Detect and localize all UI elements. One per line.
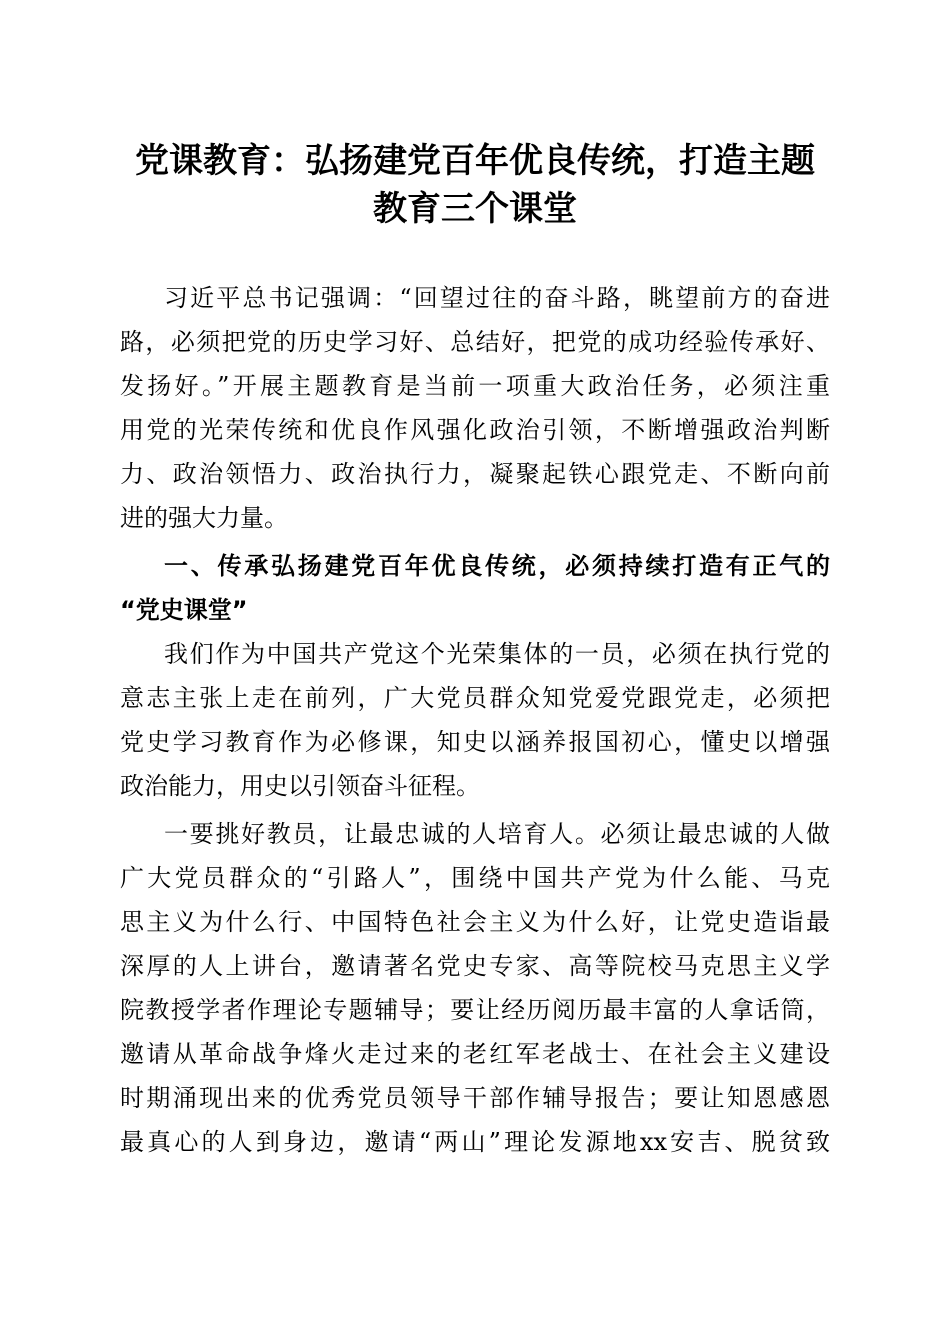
heading-line: “党史课堂” (120, 596, 248, 624)
text-line: 院教授学者作理论专题辅导；要让经历阅历最丰富的人拿话筒， (120, 996, 830, 1024)
text-line: 进的强大力量。 (120, 504, 288, 532)
document-title-line-1: 党课教育：弘扬建党百年优良传统，打造主题 (135, 141, 815, 181)
paragraph-teachers (120, 812, 830, 1164)
text-line: 我们作为中国共产党这个光荣集体的一员，必须在执行党的 (164, 640, 830, 668)
text-line: 力、政治领悟力、政治执行力，凝聚起铁心跟党走、不断向前 (120, 460, 830, 488)
text-line: 广大党员群众的“引路人”，围绕中国共产党为什么能、马克 (120, 864, 830, 892)
text-line: 思主义为什么行、中国特色社会主义为什么好，让党史造诣最 (120, 908, 830, 936)
paragraph-section-1-intro (120, 632, 830, 808)
text-line: 路，必须把党的历史学习好、总结好，把党的成功经验传承好、 (120, 328, 830, 356)
text-line: 时期涌现出来的优秀党员领导干部作辅导报告；要让知恩感恩 (120, 1084, 830, 1112)
paragraph-intro (120, 276, 830, 540)
text-line: 意志主张上走在前列，广大党员群众知党爱党跟党走，必须把 (120, 684, 830, 712)
section-heading-1 (120, 544, 830, 632)
text-line: 党史学习教育作为必修课，知史以涵养报国初心，懂史以增强 (120, 728, 830, 756)
text-line: 邀请从革命战争烽火走过来的老红军老战士、在社会主义建设 (120, 1040, 830, 1068)
document-title-line-2: 教育三个课堂 (373, 189, 577, 229)
text-line: 一要挑好教员，让最忠诚的人培育人。必须让最忠诚的人做 (164, 820, 830, 848)
text-line: 最真心的人到身边，邀请“两山”理论发源地xx安吉、脱贫致 (120, 1128, 830, 1156)
text-line: 用党的光荣传统和优良作风强化政治引领，不断增强政治判断 (120, 416, 830, 444)
text-line: 政治能力，用史以引领奋斗征程。 (120, 772, 480, 800)
text-line: 习近平总书记强调：“回望过往的奋斗路，眺望前方的奋进 (164, 284, 830, 312)
text-line: 发扬好。”开展主题教育是当前一项重大政治任务，必须注重 (120, 372, 830, 400)
heading-line: 一、传承弘扬建党百年优良传统，必须持续打造有正气的 (164, 552, 830, 580)
text-line: 深厚的人上讲台，邀请著名党史专家、高等院校马克思主义学 (120, 952, 830, 980)
